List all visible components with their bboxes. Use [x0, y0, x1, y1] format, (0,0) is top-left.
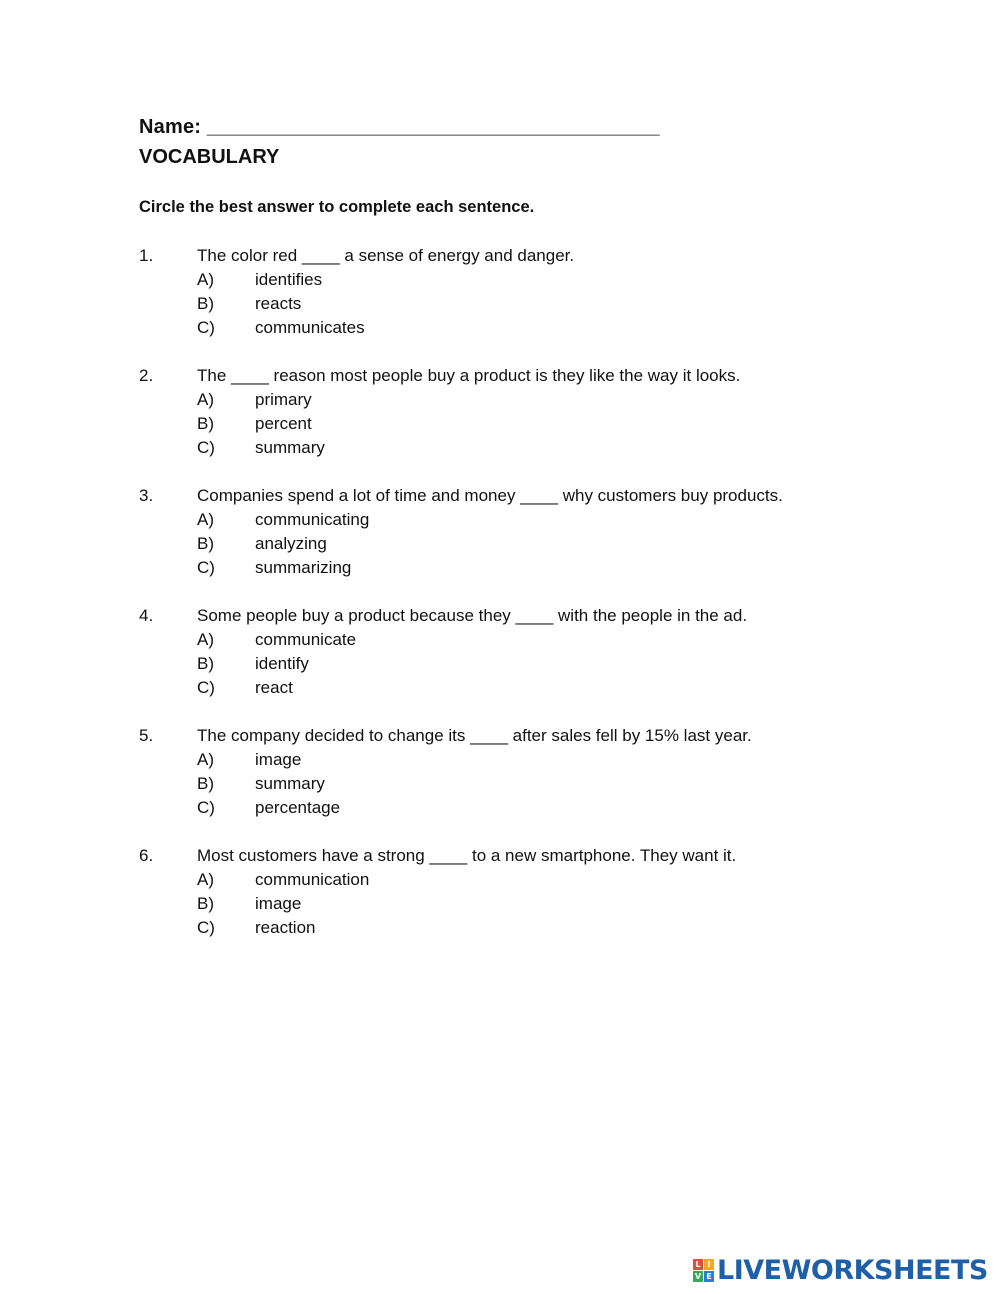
question-row — [139, 844, 939, 868]
answer-option[interactable] — [139, 388, 939, 412]
answer-option[interactable] — [139, 748, 939, 772]
answer-option[interactable] — [139, 652, 939, 676]
option-text: summary — [255, 438, 325, 457]
option-text: communicates — [255, 318, 365, 337]
question-text: Some people buy a product because they ____ with the people in the ad. — [197, 606, 748, 625]
answer-option[interactable] — [139, 532, 939, 556]
option-letter: C) — [197, 798, 215, 817]
question-text: The ____ reason most people buy a product is they like the way it looks. — [197, 366, 741, 385]
question-row — [139, 604, 939, 628]
option-text: primary — [255, 390, 312, 409]
option-text: react — [255, 678, 293, 697]
option-letter: B) — [197, 894, 214, 913]
answer-option[interactable] — [139, 412, 939, 436]
instructions: Circle the best answer to complete each sentence. — [139, 198, 535, 216]
question-list — [139, 244, 939, 964]
answer-option[interactable] — [139, 916, 939, 940]
option-letter: C) — [197, 558, 215, 577]
answer-option[interactable] — [139, 796, 939, 820]
answer-option[interactable] — [139, 268, 939, 292]
answer-option[interactable] — [139, 292, 939, 316]
option-letter: C) — [197, 318, 215, 337]
option-text: identifies — [255, 270, 323, 289]
question-number: 6. — [139, 846, 154, 865]
question-6 — [139, 844, 939, 940]
question-number: 3. — [139, 486, 154, 505]
question-4 — [139, 604, 939, 700]
option-letter: A) — [197, 750, 214, 769]
name-line: Name: ________________________________________ — [139, 116, 660, 138]
question-row — [139, 364, 939, 388]
question-number: 4. — [139, 606, 154, 625]
question-number: 2. — [139, 366, 154, 385]
option-text: summary — [255, 774, 325, 793]
logo-mark-tile: V — [694, 1271, 702, 1281]
question-number: 1. — [139, 246, 154, 265]
option-text: communicating — [255, 510, 370, 529]
logo-mark-tile: E — [704, 1271, 714, 1282]
option-letter: B) — [197, 414, 214, 433]
question-1 — [139, 244, 939, 340]
question-3 — [139, 484, 939, 580]
question-text: Most customers have a strong ____ to a new smartphone. They want it. — [197, 846, 737, 865]
option-letter: B) — [197, 654, 214, 673]
option-letter: A) — [197, 630, 214, 649]
question-row — [139, 724, 939, 748]
answer-option[interactable] — [139, 892, 939, 916]
logo-text: LIVEWORKSHEETS — [717, 1254, 988, 1286]
answer-option[interactable] — [139, 436, 939, 460]
option-letter: A) — [197, 270, 214, 289]
option-letter: A) — [197, 510, 214, 529]
option-text: identify — [255, 654, 309, 673]
option-letter: B) — [197, 774, 214, 793]
question-text: The color red ____ a sense of energy and danger. — [197, 246, 575, 265]
option-text: image — [255, 750, 302, 769]
option-letter: A) — [197, 390, 214, 409]
option-text: reacts — [255, 294, 302, 313]
question-number: 5. — [139, 726, 154, 745]
option-text: percent — [255, 414, 312, 433]
option-text: percentage — [255, 798, 341, 817]
logo-mark-icon — [693, 1259, 714, 1282]
option-letter: A) — [197, 870, 214, 889]
answer-option[interactable] — [139, 676, 939, 700]
option-letter: C) — [197, 678, 215, 697]
question-text: Companies spend a lot of time and money ____ why customers buy products. — [197, 486, 783, 505]
question-2 — [139, 364, 939, 460]
option-text: communicate — [255, 630, 357, 649]
answer-option[interactable] — [139, 868, 939, 892]
liveworksheets-logo — [693, 1255, 988, 1285]
question-text: The company decided to change its ____ after sales fell by 15% last year. — [197, 726, 752, 745]
page-title: VOCABULARY — [139, 146, 280, 168]
option-letter: B) — [197, 294, 214, 313]
question-5 — [139, 724, 939, 820]
option-text: reaction — [255, 918, 316, 937]
logo-mark-tile: I — [704, 1259, 714, 1270]
answer-option[interactable] — [139, 628, 939, 652]
question-row — [139, 484, 939, 508]
answer-option[interactable] — [139, 556, 939, 580]
answer-option[interactable] — [139, 772, 939, 796]
logo-mark-tile: L — [693, 1259, 703, 1270]
option-text: image — [255, 894, 302, 913]
question-row — [139, 244, 939, 268]
answer-option[interactable] — [139, 508, 939, 532]
option-text: analyzing — [255, 534, 327, 553]
option-letter: C) — [197, 438, 215, 457]
option-text: communication — [255, 870, 370, 889]
answer-option[interactable] — [139, 316, 939, 340]
option-letter: C) — [197, 918, 215, 937]
option-letter: B) — [197, 534, 214, 553]
option-text: summarizing — [255, 558, 352, 577]
